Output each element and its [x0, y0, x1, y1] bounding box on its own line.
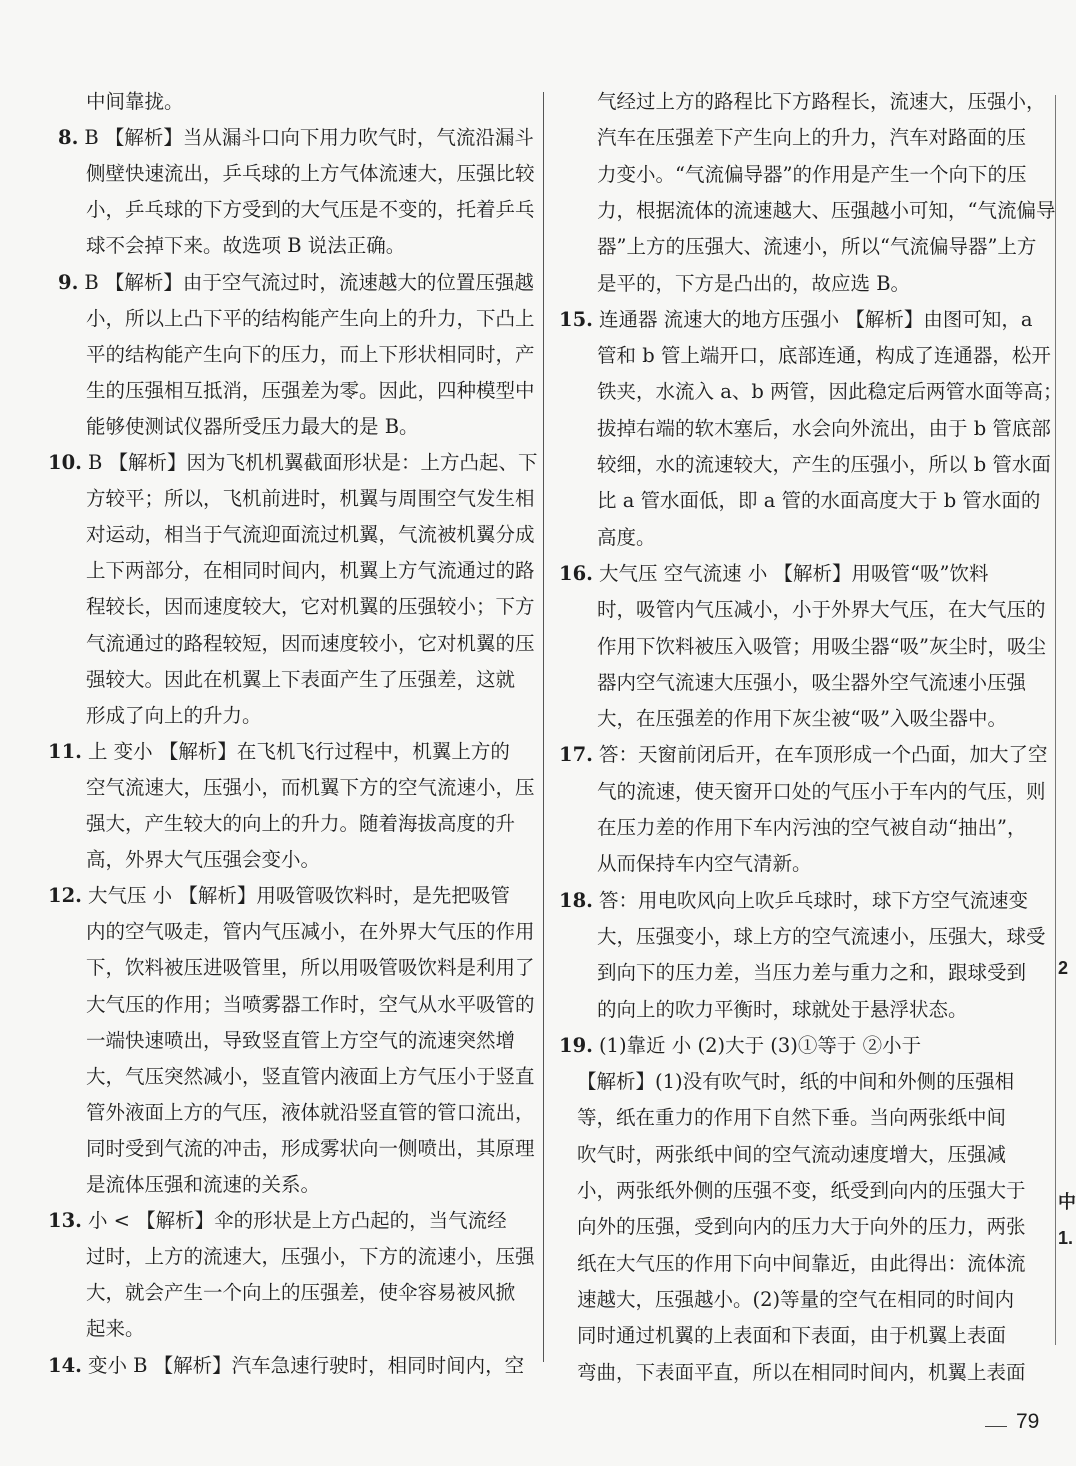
line-text: 程较长，因而速度较大，它对机翼的压强较小；下方: [86, 595, 535, 619]
line-text: 纸在大气压的作用下向中间靠近，由此得出：流体流: [577, 1251, 1026, 1275]
text-line: [86, 699, 262, 733]
line-text: 弯曲，下表面平直，所以在相同时间内，机翼上表面: [577, 1360, 1026, 1384]
page-number: 79: [1016, 1410, 1040, 1433]
text-line: [597, 267, 910, 301]
text-line: [577, 1101, 1006, 1135]
text-line: [48, 735, 510, 769]
line-text: 侧壁快速流出，乒乓球的上方气体流速大，压强比较: [86, 162, 535, 186]
text-line: [48, 1204, 507, 1238]
text-line: [86, 85, 184, 119]
edge-fragment: 中: [1058, 1192, 1076, 1212]
line-text: 大，压强变小，球上方的空气流速小，压强大，球受: [597, 924, 1046, 948]
question-number: 14.: [48, 1353, 82, 1377]
question-number: 18.: [559, 888, 593, 912]
line-text: B 【解析】由于空气流过时，流速越大的位置压强越: [84, 270, 534, 294]
text-line: [577, 1356, 1026, 1390]
edge-fragment: 2: [1058, 958, 1069, 978]
line-text: 起来。: [86, 1317, 145, 1341]
line-text: 到向下的压力差，当压力差与重力之和，跟球受到: [597, 961, 1027, 985]
text-line: [597, 85, 1046, 119]
line-text: 球不会掉下来。故选项 B 说法正确。: [86, 234, 406, 258]
page-edge-divider: [1055, 95, 1056, 1345]
line-text: 作用下饮料被压入吸管；用吸尘器“吸”灰尘时，吸尘: [597, 634, 1046, 658]
line-text: 气经过上方的路程比下方路程长，流速大，压强小，: [597, 90, 1046, 113]
text-line: [86, 482, 535, 516]
line-text: 管和 b 管上端开口，底部连通，构成了连通器，松开: [597, 344, 1051, 368]
line-text: 气流通过的路程较短，因而速度较小，它对机翼的压: [86, 631, 535, 655]
text-line: [86, 915, 535, 949]
text-line: [577, 1247, 1026, 1281]
text-line: [86, 663, 515, 697]
text-line: [86, 374, 535, 408]
line-text: 拔掉右端的软木塞后，水会向外流出，由于 b 管底部: [597, 416, 1051, 440]
line-text: B 【解析】当从漏斗口向下用力吹气时，气流沿漏斗: [84, 126, 534, 150]
text-line: [597, 847, 812, 881]
line-text: 的向上的吹力平衡时，球就处于悬浮状态。: [597, 997, 968, 1021]
text-line: [597, 121, 1026, 155]
line-text: 时，吸管内气压减小，小于外界大气压，在大气压的: [597, 598, 1046, 622]
line-text: 铁夹，水流入 a、b 两管，因此稳定后两管水面等高；: [597, 380, 1063, 404]
line-text: 汽车在压强差下产生向上的升力，汽车对路面的压: [597, 126, 1027, 150]
line-text: 同时受到气流的冲击，形成雾状向一侧喷出，其原理: [86, 1136, 535, 1160]
line-text: 能够使测试仪器所受压力最大的是 B。: [86, 414, 419, 438]
line-text: (1)靠近 小 (2)大于 (3)①等于 ②小于: [598, 1033, 922, 1057]
line-text: 上 变小 【解析】在飞机飞行过程中，机翼上方的: [87, 739, 510, 763]
text-line: [597, 194, 1055, 228]
line-text: 小，两张纸外侧的压强不变，纸受到向内的压强大于: [577, 1179, 1026, 1202]
text-line: [597, 448, 1051, 482]
question-number: 12.: [48, 884, 82, 908]
line-text: 答：用电吹风向上吹乒乓球时，球下方空气流速变: [598, 888, 1028, 912]
question-number: 11.: [48, 739, 82, 763]
line-text: 力变小。“气流偏导器”的作用是产生一个向下的压: [597, 162, 1027, 186]
text-line: [48, 1349, 524, 1383]
line-text: 一端快速喷出，导致竖直管上方空气的流速突然增: [86, 1028, 516, 1052]
line-text: 比 a 管水面低，即 a 管的水面高度大于 b 管水面的: [597, 489, 1041, 513]
line-text: 变小 B 【解析】汽车急速行驶时，相同时间内，空: [87, 1353, 525, 1377]
text-line: [597, 339, 1051, 373]
text-line: [577, 1283, 1014, 1317]
line-text: 方较平；所以，飞机前进时，机翼与周围空气发生相: [86, 487, 535, 511]
line-text: 等，纸在重力的作用下自然下垂。当向两张纸中间: [577, 1106, 1007, 1130]
text-line: [86, 1168, 320, 1202]
line-text: 从而保持车内空气清新。: [597, 852, 812, 876]
line-text: 空气流速大，压强小，而机翼下方的空气流速小，压: [86, 775, 535, 799]
text-line: [597, 811, 1026, 845]
line-text: 大，在压强差的作用下灰尘被“吸”入吸尘器中。: [597, 707, 1007, 731]
text-line: [86, 338, 535, 372]
line-text: 是流体压强和流速的关系。: [86, 1173, 321, 1196]
line-text: 强大，产生较大的向上的升力。随着海拔高度的升: [86, 812, 516, 835]
text-line: [86, 1240, 535, 1274]
line-text: 大气压 小 【解析】用吸管吸饮料时，是先把吸管: [87, 884, 510, 908]
text-line: [86, 988, 535, 1022]
line-text: 【解析】(1)没有吹气时，纸的中间和外侧的压强相: [577, 1070, 1015, 1094]
text-line: [86, 627, 535, 661]
line-text: 强较大。因此在机翼上下表面产生了压强差，这就: [86, 667, 516, 691]
text-line: [577, 1138, 1006, 1172]
line-text: 在压力差的作用下车内污浊的空气被自动“抽出”，: [597, 816, 1027, 839]
line-text: B 【解析】因为飞机机翼截面形状是：上方凸起、下: [87, 451, 538, 474]
line-text: 向外的压强，受到向内的压力大于向外的压力，两张: [577, 1215, 1026, 1239]
line-text: 形成了向上的升力。: [86, 703, 262, 727]
line-text: 答：天窗前闭后开，在车顶形成一个凸面，加大了空: [598, 743, 1048, 767]
text-line: [597, 775, 1046, 809]
text-line: [597, 521, 656, 555]
text-line: [86, 1024, 515, 1058]
line-text: 气的流速，使天窗开口处的气压小于车内的气压，则: [597, 779, 1046, 803]
text-line: [58, 266, 534, 300]
text-line: [86, 1132, 535, 1166]
text-line: [86, 1276, 515, 1310]
column-divider: [543, 92, 544, 1362]
text-line: [86, 554, 535, 588]
line-text: 中间靠拢。: [86, 90, 184, 113]
text-line: [577, 1210, 1026, 1244]
text-line: [597, 484, 1040, 518]
text-line: [597, 993, 968, 1027]
line-text: 大气压 空气流速 小 【解析】用吸管“吸”饮料: [598, 561, 989, 585]
line-text: 上下两部分，在相同时间内，机翼上方气流通过的路: [86, 559, 535, 583]
text-line: [86, 1096, 535, 1130]
text-line: [48, 446, 537, 480]
line-text: 大，气压突然减小，竖直管内液面上方气压小于竖直: [86, 1064, 535, 1088]
text-line: [597, 702, 1007, 736]
text-line: [48, 879, 510, 913]
text-line: [86, 951, 535, 985]
text-line: [86, 157, 535, 191]
text-line: [577, 1319, 1006, 1353]
line-text: 是平的，下方是凸出的，故应选 B。: [597, 271, 911, 295]
line-text: 大，就会产生一个向上的压强差，使伞容易被风掀: [86, 1281, 516, 1305]
text-line: [86, 771, 535, 805]
line-text: 生的压强相互抵消，压强差为零。因此，四种模型中: [86, 378, 535, 402]
text-line: [86, 229, 405, 263]
text-line: [559, 738, 1047, 772]
line-text: 高度。: [597, 525, 656, 549]
line-text: 对运动，相当于气流迎面流过机翼，气流被机翼分成: [86, 523, 535, 547]
line-text: 过时，上方的流速大，压强小，下方的流速小，压强: [86, 1245, 535, 1269]
text-line: [86, 193, 535, 227]
line-text: 大气压的作用；当喷雾器工作时，空气从水平吸管的: [86, 992, 535, 1016]
line-text: 器”上方的压强大、流速小，所以“气流偏导器”上方: [597, 235, 1037, 259]
text-line: [597, 666, 1026, 700]
text-line: [597, 630, 1046, 664]
line-text: 速越大，压强越小。(2)等量的空气在相同的时间内: [577, 1287, 1015, 1311]
text-line: [559, 884, 1028, 918]
text-line: [86, 807, 515, 841]
text-line: [597, 920, 1046, 954]
line-text: 下，饮料被压进吸管里，所以用吸管吸饮料是利用了: [86, 956, 535, 980]
line-text: 平的结构能产生向下的压力，而上下形状相同时，产: [86, 342, 535, 366]
line-text: 较细，水的流速较大，产生的压强小，所以 b 管水面: [597, 453, 1051, 476]
line-text: 器内空气流速大压强小，吸尘器外空气流速小压强: [597, 670, 1027, 694]
line-text: 小，乒乓球的下方受到的大气压是不变的，托着乒乓: [86, 198, 535, 222]
line-text: 同时通过机翼的上表面和下表面，由于机翼上表面: [577, 1324, 1007, 1348]
question-number: 10.: [48, 451, 82, 474]
line-text: 小，所以上凸下平的结构能产生向上的升力，下凸上: [86, 306, 535, 330]
text-line: [597, 593, 1046, 627]
text-line: [577, 1065, 1014, 1099]
line-text: 连通器 流速大的地方压强小 【解析】由图可知，a: [598, 307, 1033, 331]
text-line: [86, 518, 535, 552]
footer-dash: [985, 1426, 1007, 1427]
text-line: [86, 843, 320, 877]
text-line: [86, 302, 535, 336]
text-line: [577, 1174, 1026, 1208]
line-text: 吹气时，两张纸中间的空气流动速度增大，压强减: [577, 1142, 1007, 1166]
text-line: [559, 1029, 921, 1063]
text-line: [86, 410, 419, 444]
text-line: [559, 557, 988, 591]
question-number: 8.: [58, 126, 79, 150]
question-number: 17.: [559, 743, 593, 767]
text-line: [597, 375, 1063, 409]
line-text: 力，根据流体的流速越大、压强越小可知，“气流偏导: [597, 198, 1056, 222]
text-line: [597, 956, 1026, 990]
question-number: 15.: [559, 307, 593, 331]
text-line: [86, 1060, 535, 1094]
question-number: 19.: [559, 1033, 593, 1057]
question-number: 16.: [559, 561, 593, 585]
text-line: [597, 412, 1051, 446]
text-line: [597, 158, 1026, 192]
line-text: 高，外界大气压强会变小。: [86, 848, 321, 872]
text-line: [559, 303, 1032, 337]
question-number: 13.: [48, 1209, 82, 1233]
text-line: [86, 590, 535, 624]
text-line: [597, 230, 1036, 264]
line-text: 小 < 【解析】伞的形状是上方凸起的，当气流经: [87, 1209, 507, 1233]
text-line: [58, 121, 534, 155]
line-text: 内的空气吸走，管内气压减小，在外界大气压的作用: [86, 920, 535, 944]
line-text: 管外液面上方的气压，液体就沿竖直管的管口流出，: [86, 1100, 535, 1124]
question-number: 9.: [58, 270, 79, 294]
text-line: [86, 1312, 145, 1346]
edge-fragment: 1.: [1058, 1228, 1074, 1248]
